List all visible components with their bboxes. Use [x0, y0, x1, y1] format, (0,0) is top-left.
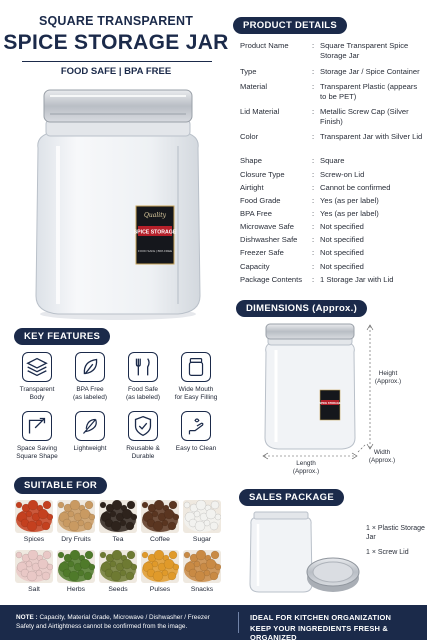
- dimension-height: Height (Approx.): [374, 370, 402, 385]
- product-detail-value: 1 Storage Jar with Lid: [320, 275, 394, 284]
- stack-arrow-icon: [22, 411, 52, 441]
- ingredient-image: [99, 550, 137, 583]
- product-detail-value: Metallic Screw Cap (Silver Finish): [320, 107, 409, 126]
- main-jar-image: [28, 86, 208, 322]
- ingredient-image: [15, 500, 53, 533]
- product-detail-colon: :: [312, 82, 315, 91]
- feather-icon: [75, 411, 105, 441]
- shield-check-icon: [128, 411, 158, 441]
- suitable-for-label: Seeds: [108, 586, 128, 593]
- product-detail-label: Capacity: [240, 262, 270, 271]
- product-detail-label: Airtight: [240, 183, 264, 192]
- ingredient-image: [57, 500, 95, 533]
- ingredient-image: [141, 550, 179, 583]
- title-divider: [22, 61, 212, 62]
- key-feature-label: Space Saving Square Shape: [16, 445, 58, 460]
- product-details-heading: PRODUCT DETAILS: [233, 17, 347, 34]
- product-detail-value: Square Transparent Spice Storage Jar: [320, 41, 409, 60]
- key-feature-label: Lightweight: [73, 445, 107, 452]
- product-detail-label: Microwave Safe: [240, 222, 295, 231]
- footer-note: NOTE : Capacity, Material Grade, Microwave / Dishwasher / Freezer Safety and Airtightness cannot be confirmed from the image.: [16, 614, 210, 630]
- suitable-for-label: Dry Fruits: [61, 536, 91, 543]
- product-detail-colon: :: [312, 262, 315, 271]
- product-detail-label: Freezer Safe: [240, 248, 284, 257]
- product-detail-label: Shape: [240, 156, 262, 165]
- fork-knife-icon: [128, 352, 158, 382]
- product-detail-colon: :: [312, 209, 315, 218]
- ingredient-image: [99, 500, 137, 533]
- product-detail-value: Not specified: [320, 248, 364, 257]
- suitable-for-label: Herbs: [66, 586, 86, 593]
- product-detail-colon: :: [312, 235, 315, 244]
- sales-package-heading: SALES PACKAGE: [239, 489, 344, 506]
- key-feature-label: Wide Mouth for Easy Filling: [174, 386, 218, 401]
- hand-wash-icon: [181, 411, 211, 441]
- product-detail-label: BPA Free: [240, 209, 272, 218]
- product-detail-value: Square: [320, 156, 345, 165]
- product-detail-value: Not specified: [320, 262, 364, 271]
- suitable-for-heading: SUITABLE FOR: [14, 477, 107, 494]
- sales-package-lid-image: [304, 548, 362, 594]
- suitable-for-label: Salt: [28, 586, 40, 593]
- product-detail-colon: :: [312, 67, 315, 76]
- product-detail-label: Lid Material: [240, 107, 280, 116]
- dimension-jar-label: SPICE STORAGE: [319, 402, 341, 405]
- product-detail-value: Yes (as per label): [320, 209, 379, 218]
- title-tagline: FOOD SAFE | BPA FREE: [60, 66, 172, 77]
- title-line-1: SQUARE TRANSPARENT: [38, 14, 194, 28]
- key-feature-label: BPA Free (as labeled): [73, 386, 107, 401]
- dimension-length: Length (Approx.): [292, 460, 320, 475]
- product-detail-colon: :: [312, 156, 315, 165]
- suitable-for-label: Tea: [112, 536, 124, 543]
- footer-divider: [238, 612, 239, 633]
- product-detail-label: Dishwasher Safe: [240, 235, 298, 244]
- ingredient-image: [183, 500, 221, 533]
- product-detail-value: Storage Jar / Spice Container: [320, 67, 420, 76]
- jar-label-title: SPICE STORAGE: [133, 229, 177, 236]
- product-detail-value: Cannot be confirmed: [320, 183, 391, 192]
- product-detail-colon: :: [312, 170, 315, 179]
- ingredient-image: [15, 550, 53, 583]
- product-detail-label: Product Name: [240, 41, 289, 50]
- product-detail-value: Transparent Plastic (appears to be PET): [320, 82, 418, 101]
- product-detail-colon: :: [312, 196, 315, 205]
- suitable-for-label: Pulses: [149, 586, 171, 593]
- product-detail-label: Type: [240, 67, 257, 76]
- product-detail-value: Not specified: [320, 235, 364, 244]
- key-feature-label: Easy to Clean: [175, 445, 217, 452]
- sales-package-item-jar: 1 × Plastic Storage Jar: [366, 525, 425, 541]
- ingredient-image: [183, 550, 221, 583]
- dimensions-heading: DIMENSIONS (Approx.): [236, 300, 367, 317]
- product-detail-colon: :: [312, 248, 315, 257]
- jar-label-quality: Quality: [144, 212, 166, 219]
- suitable-for-label: Sugar: [192, 536, 212, 543]
- jar-icon: [181, 352, 211, 382]
- product-detail-colon: :: [312, 107, 315, 116]
- product-detail-value: Transparent Jar with Silver Lid: [320, 132, 423, 141]
- product-detail-colon: :: [312, 41, 315, 50]
- product-detail-colon: :: [312, 275, 315, 284]
- product-detail-colon: :: [312, 132, 315, 141]
- suitable-for-label: Spices: [23, 536, 45, 543]
- ingredient-image: [141, 500, 179, 533]
- product-detail-value: Screw-on Lid: [320, 170, 365, 179]
- key-feature-label: Transparent Body: [19, 386, 55, 401]
- product-detail-label: Package Contents: [240, 275, 303, 284]
- leaf-icon: [75, 352, 105, 382]
- layers-icon: [22, 352, 52, 382]
- product-detail-label: Closure Type: [240, 170, 285, 179]
- key-feature-label: Reusable & Durable: [126, 445, 160, 460]
- product-detail-value: Not specified: [320, 222, 364, 231]
- product-detail-colon: :: [312, 222, 315, 231]
- product-detail-colon: :: [312, 183, 315, 192]
- product-detail-label: Material: [240, 82, 268, 91]
- dimension-width: Width (Approx.): [368, 449, 396, 464]
- product-detail-label: Color: [240, 132, 259, 141]
- product-detail-value: Yes (as per label): [320, 196, 379, 205]
- footer-tagline-1: IDEAL FOR KITCHEN ORGANIZATION: [250, 613, 392, 622]
- suitable-for-label: Coffee: [150, 536, 170, 543]
- sales-package-item-lid: 1 × Screw Lid: [366, 549, 409, 556]
- jar-label-tagline: FOOD SAFE | BPA FREE: [137, 249, 173, 253]
- key-features-heading: KEY FEATURES: [14, 328, 110, 345]
- footer-bar: [0, 605, 427, 640]
- suitable-for-label: Snacks: [190, 586, 214, 593]
- footer-tagline-2: KEEP YOUR INGREDIENTS FRESH & ORGANIZED: [250, 624, 389, 640]
- product-detail-label: Food Grade: [240, 196, 281, 205]
- key-feature-label: Food Safe (as labeled): [126, 386, 160, 401]
- ingredient-image: [57, 550, 95, 583]
- page-title: SPICE STORAGE JAR: [3, 31, 229, 54]
